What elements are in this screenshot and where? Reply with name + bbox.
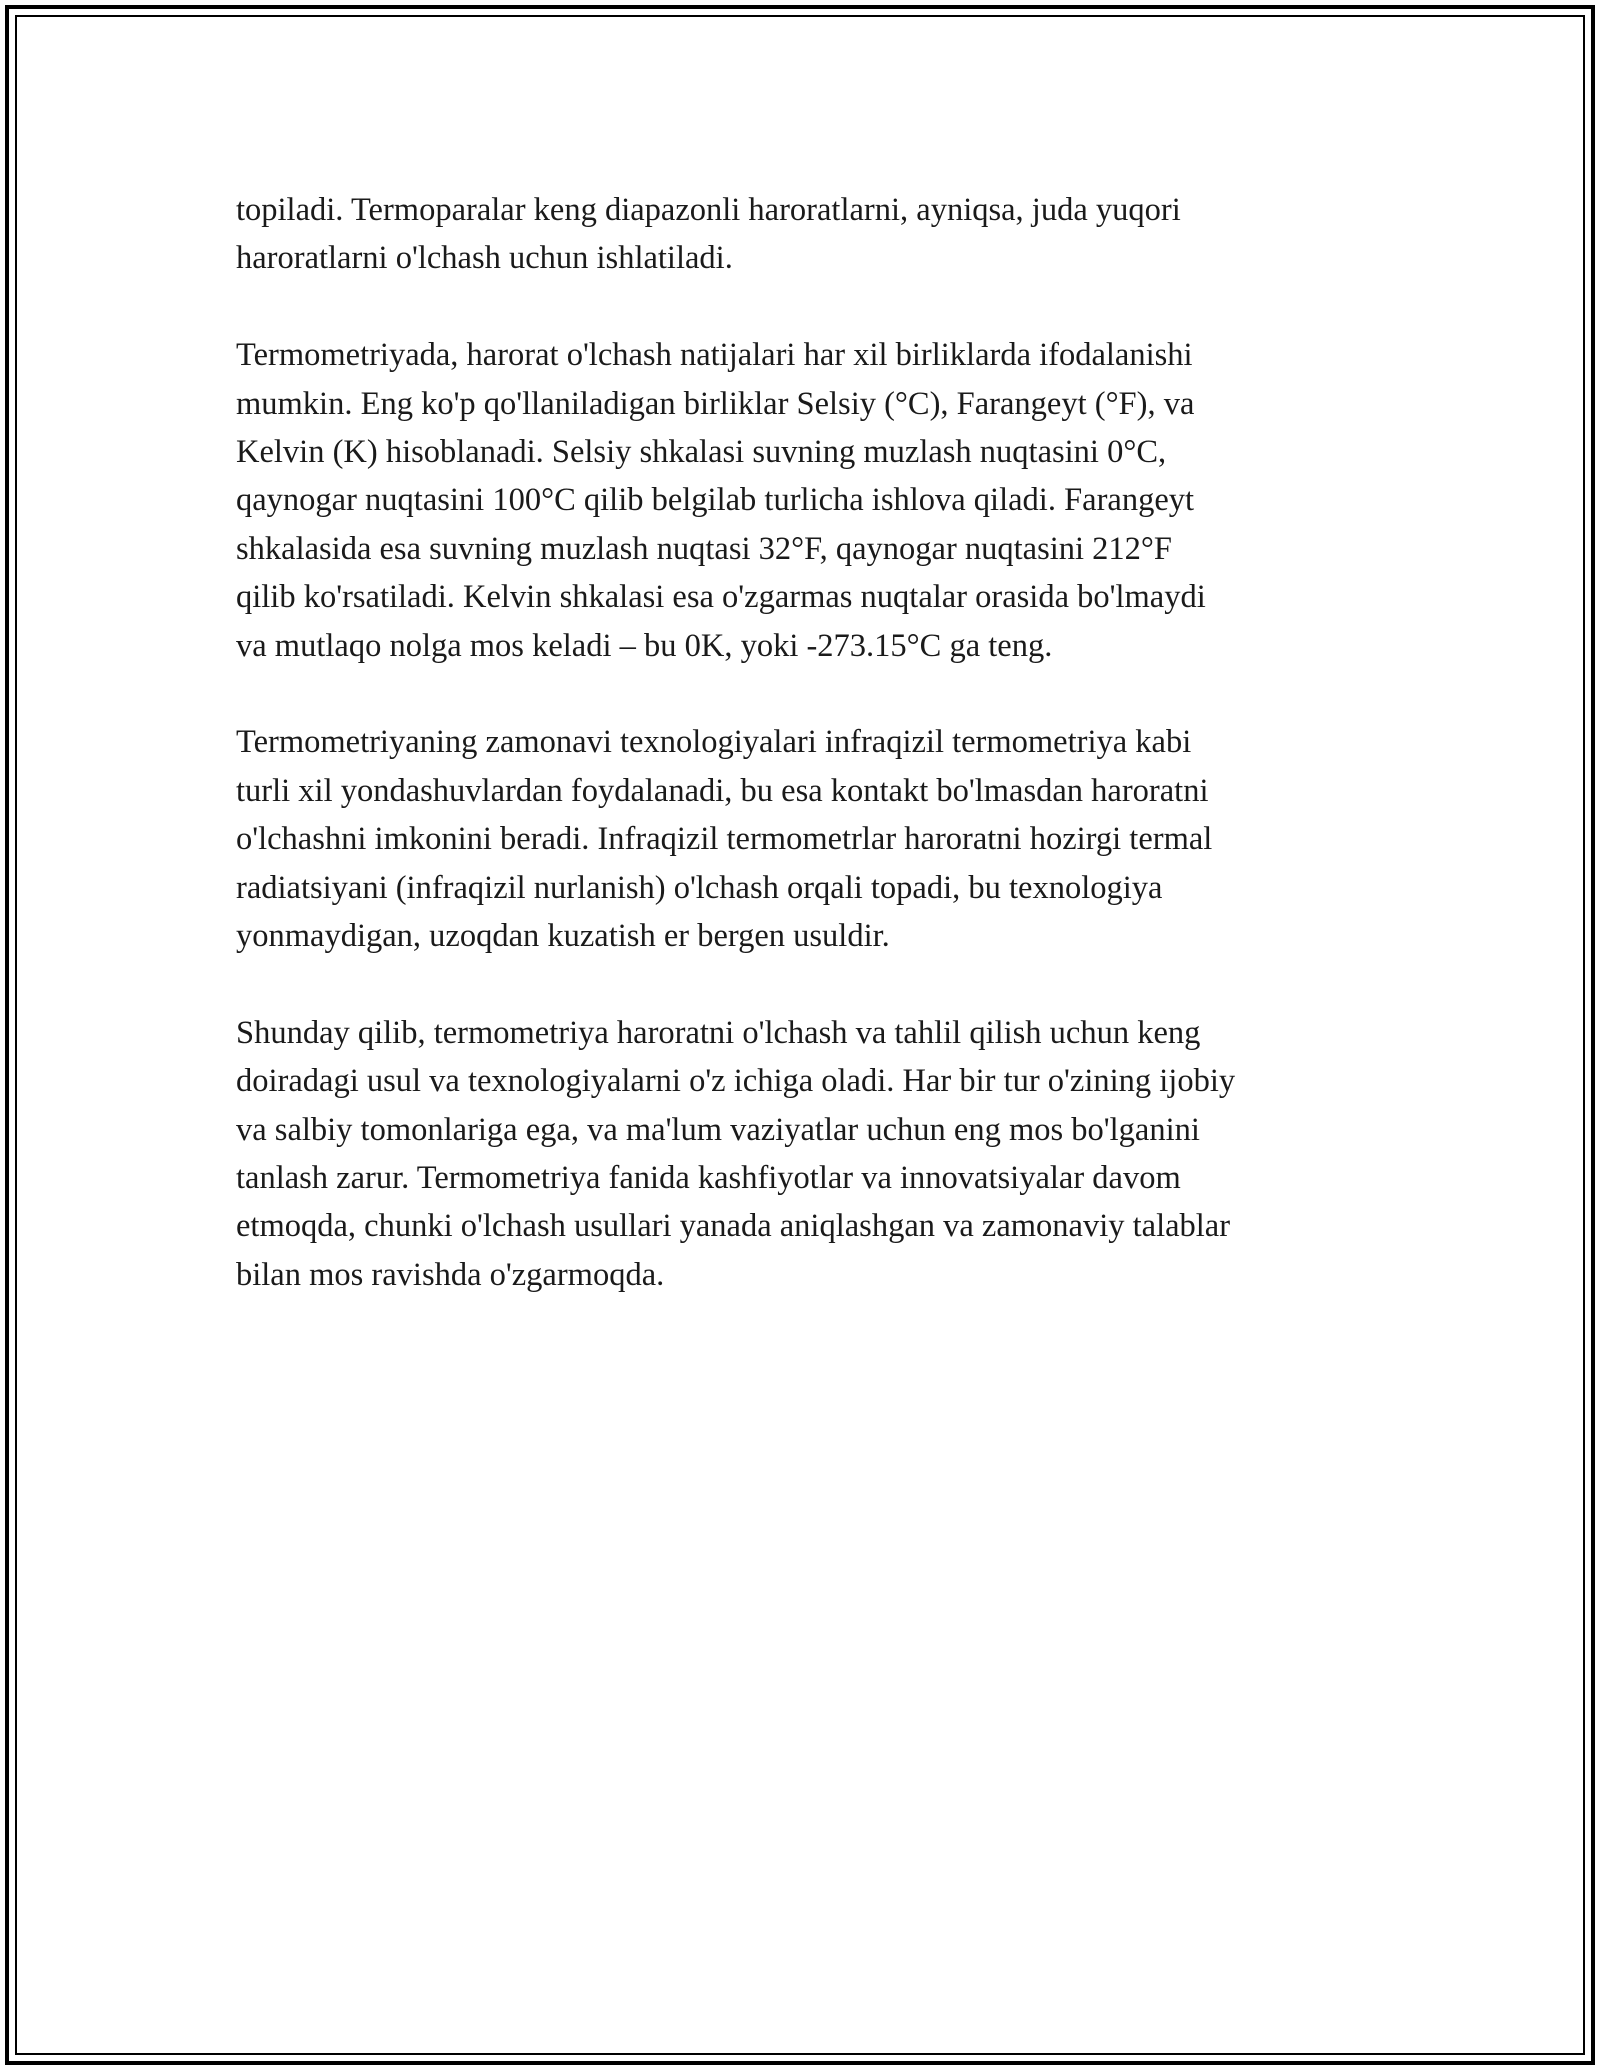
text-line: mumkin. Eng ko'p qo'llaniladigan birliklar Selsiy (°C), Farangeyt (°F), va [236,385,1195,422]
text-line: Kelvin (K) hisoblanadi. Selsiy shkalasi suvning muzlash nuqtasini 0°C, [236,434,1167,471]
text-line: bilan mos ravishda o'zgarmoqda. [236,1256,665,1293]
text-line: va salbiy tomonlariga ega, va ma'lum vaziyatlar uchun eng mos bo'lganini [236,1111,1200,1148]
text-line: Shunday qilib, termometriya haroratni o'lchash va tahlil qilish uchun keng [236,1014,1201,1051]
text-line: qilib ko'rsatiladi. Kelvin shkalasi esa o'zgarmas nuqtalar orasida bo'lmaydi [236,579,1206,616]
paragraph [236,1009,1376,1299]
document-body [236,186,1376,1348]
text-line: yonmaydigan, uzoqdan kuzatish er bergen usuldir. [236,918,890,955]
text-line: Termometriyada, harorat o'lchash natijalari har xil birliklarda ifodalanishi [236,337,1193,374]
text-line: turli xil yondashuvlardan foydalanadi, bu esa kontakt bo'lmasdan haroratni [236,772,1209,809]
paragraph [236,186,1376,283]
text-line: va mutlaqo nolga mos keladi – bu 0K, yoki -273.15°C ga teng. [236,627,1053,664]
text-line: etmoqda, chunki o'lchash usullari yanada aniqlashgan va zamonaviy talablar [236,1208,1231,1245]
text-line: topiladi. Termoparalar keng diapazonli haroratlarni, ayniqsa, juda yuqori [236,192,1181,228]
text-line: radiatsiyani (infraqizil nurlanish) o'lchash orqali topadi, bu texnologiya [236,869,1163,906]
text-line: haroratlarni o'lchash uchun ishlatiladi. [236,240,733,277]
paragraph [236,718,1376,960]
text-line: tanlash zarur. Termometriya fanida kashfiyotlar va innovatsiyalar davom [236,1160,1181,1197]
text-line: Termometriyaning zamonavi texnologiyalari infraqizil termometriya kabi [236,724,1192,761]
paragraph [236,331,1376,670]
text-line: doiradagi usul va texnologiyalarni o'z ichiga oladi. Har bir tur o'zining ijobiy [236,1063,1236,1100]
text-line: qaynogar nuqtasini 100°C qilib belgilab turlicha ishlova qiladi. Farangeyt [236,482,1195,519]
text-line: o'lchashni imkonini beradi. Infraqizil termometrlar haroratni hozirgi termal [236,821,1213,858]
text-line: shkalasida esa suvning muzlash nuqtasi 32°F, qaynogar nuqtasini 212°F [236,530,1172,567]
